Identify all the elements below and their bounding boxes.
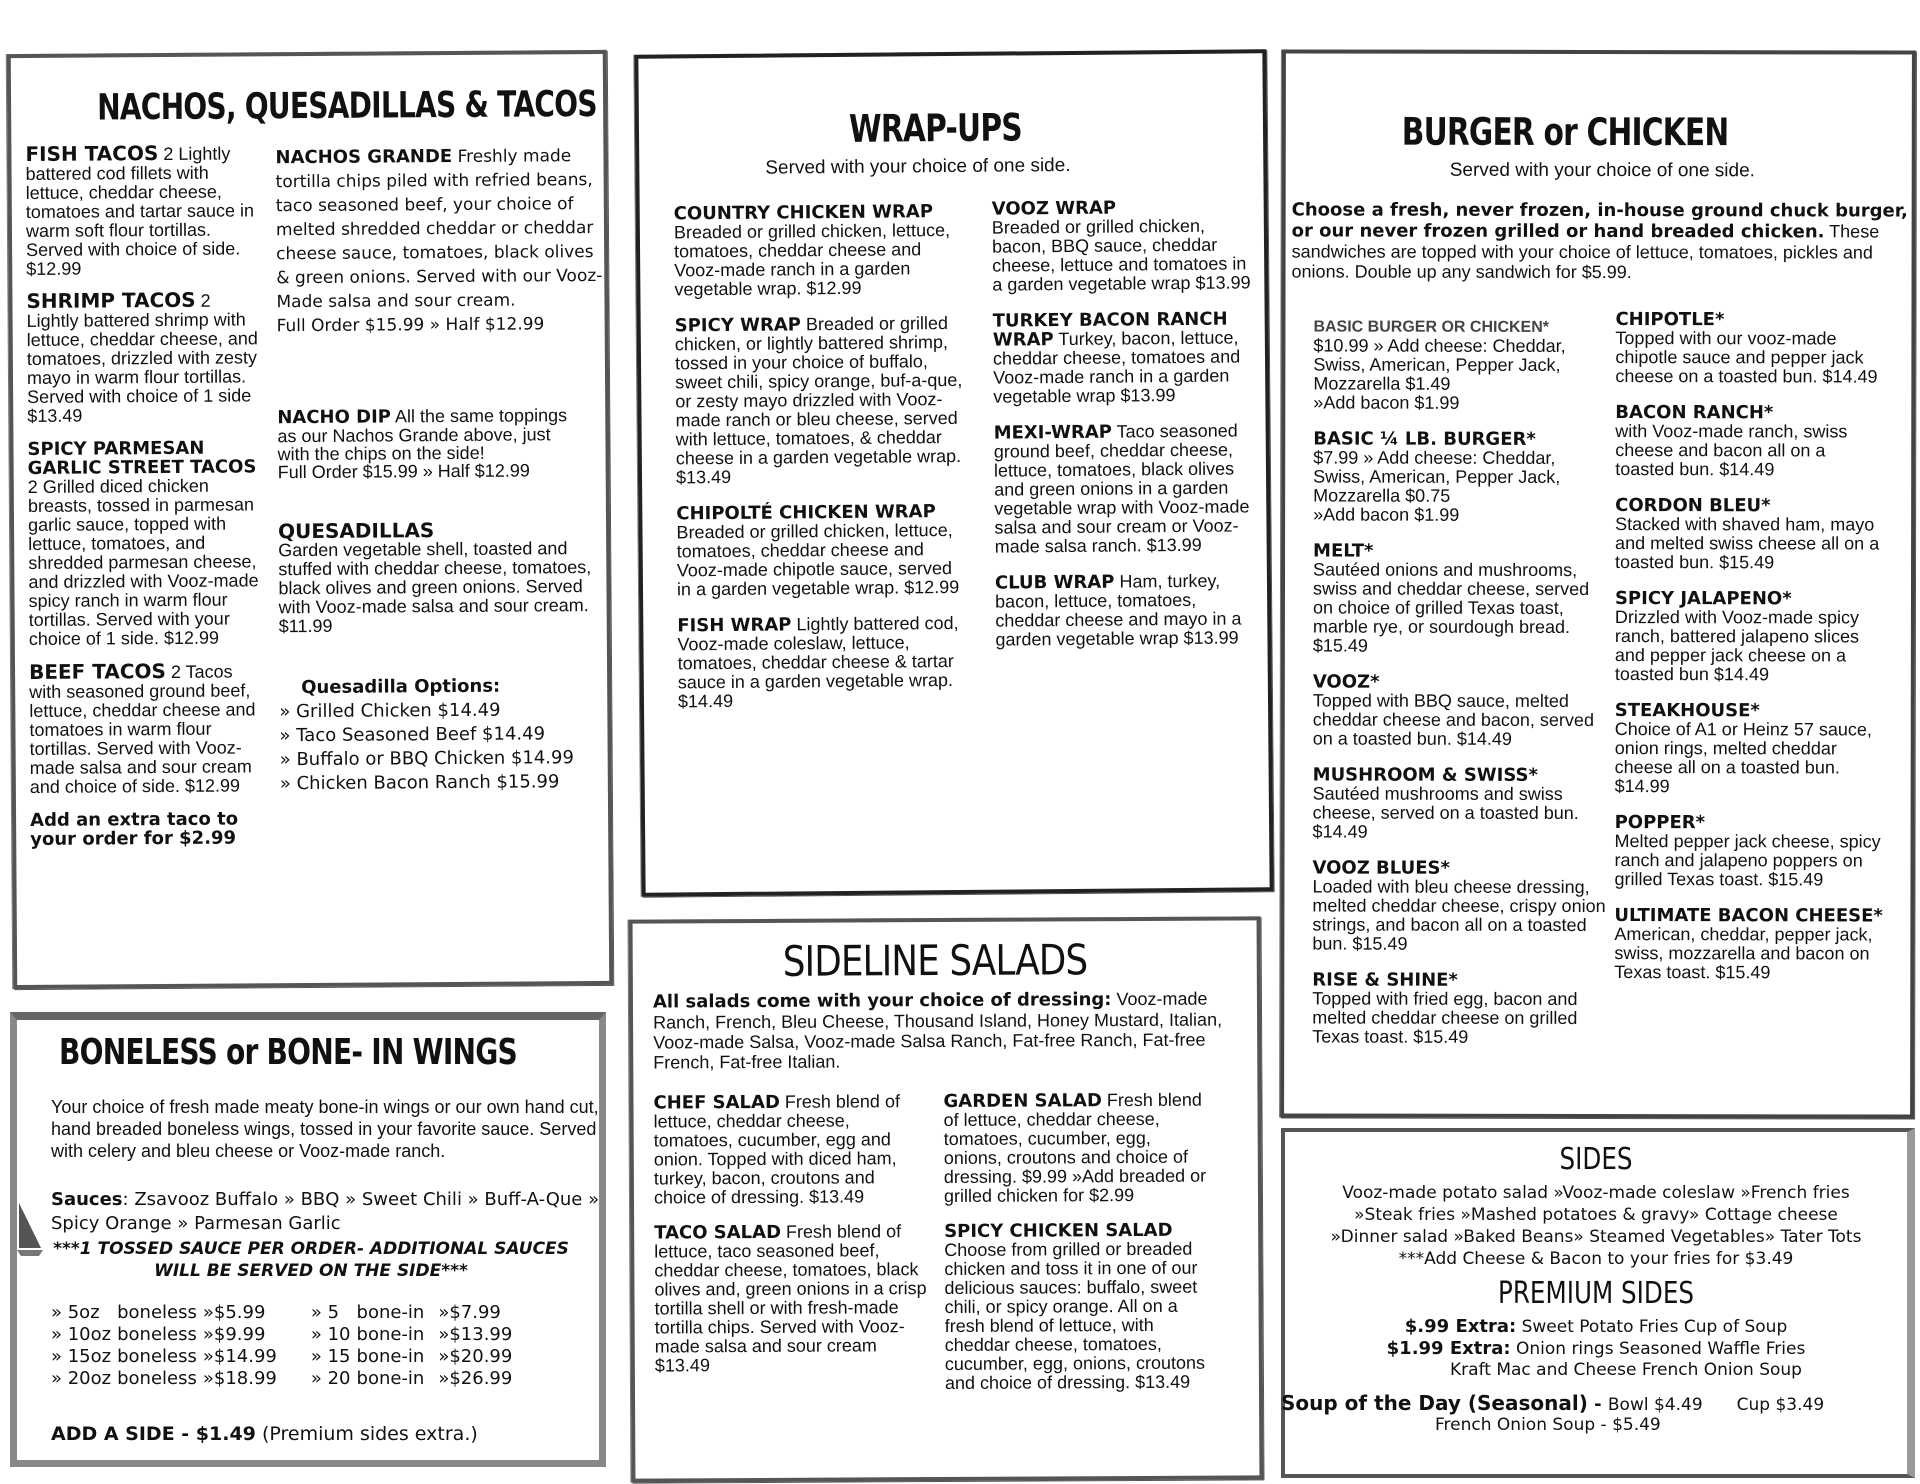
nacho-dip: NACHO DIP All the same toppings as our Nachos Grande above, just with the chips on the side! Full Order $15.99 » Half $12.99 xyxy=(277,405,568,483)
menu-item: BASIC BURGER OR CHICKEN* $10.99 » Add cheese: Cheddar, Swiss, American, Pepper Jack, Mozzarella $1.49 »Add bacon $1.99 xyxy=(1313,318,1566,413)
menu-item: CHIPOTLE* Topped with our vooz-made chipotle sauce and pepper jack cheese on a toasted bun. $14.49 xyxy=(1615,309,1878,387)
menu-item: MELT* Sautéed onions and mushrooms, swiss and cheddar cheese, served on choice of grilled Texas toast, marble rye, or sourdough bread. $15.49 xyxy=(1312,540,1590,656)
menu-item: SPICY WRAP Breaded or grilled chicken, or lightly battered shrimp, tossed in your choice of buffalo, sweet chili, spicy orange, buf-a-que, or zesty mayo drizzled with Vooz-made ranch or bleu cheese, served with lettuce, tomatoes, & cheddar cheese in a garden vegetable wrap. $13.49 xyxy=(674,313,963,488)
salads-right-column xyxy=(943,1091,1215,1393)
menu-item: TACO SALAD Fresh blend of lettuce, taco seasoned beef, cheddar cheese, tomatoes, black olives and, green onions in a crisp tortilla shell or with fresh-made tortilla chips. Served with Vooz-made salsa and sour cream $13.49 xyxy=(654,1221,927,1376)
menu-item: TURKEY BACON RANCH WRAP Turkey, bacon, lettuce, cheddar cheese, tomatoes and Vooz-made ranch in a garden vegetable wrap $13.99 xyxy=(992,308,1241,407)
menu-item: ULTIMATE BACON CHEESE* American, cheddar, pepper jack, swiss, mozzarella and bacon on Texas toast. $15.49 xyxy=(1614,905,1883,983)
sides-list: Vooz-made potato salad »Vooz-made coleslaw »French fries »Steak fries »Mashed potatoes & gravy» Cottage cheese »Dinner salad »Baked Beans» Steamed Vegetables» Tater Tots ***Add Cheese & Bacon to your fries for $3.49 xyxy=(1330,1183,1862,1269)
salads-title: SIDELINE SALADS xyxy=(782,935,1088,986)
menu-item: CHIPOLTÉ CHICKEN WRAP Breaded or grilled chicken, lettuce, tomatoes, cheddar cheese and Vooz-made chipotle sauce, served in a garden vegetable wrap. $12.99 xyxy=(676,501,960,600)
menu-item: VOOZ* Topped with BBQ sauce, melted cheddar cheese and bacon, served on a toasted bun. $14.49 xyxy=(1312,671,1594,749)
burger-right-column xyxy=(1614,310,1887,982)
nachos-panel xyxy=(7,50,614,989)
premium-sides-title: PREMIUM SIDES xyxy=(1498,1276,1694,1311)
wraps-title: WRAP-UPS xyxy=(848,105,1023,151)
wings-sauces: Sauces: Zsavooz Buffalo » BBQ » Sweet Chili » Buff-A-Que » Spicy Orange » Parmesan Garlic xyxy=(51,1189,600,1234)
burger-subtitle: Served with your choice of one side. xyxy=(1449,159,1755,182)
menu-item: CHEF SALAD Fresh blend of lettuce, cheddar cheese, tomatoes, cucumber, egg and onion. Topped with diced ham, turkey, bacon, croutons and choice of dressing. $13.49 xyxy=(653,1091,900,1208)
menu-item: SPICY PARMESAN GARLIC STREET TACOS 2 Grilled diced chicken breasts, tossed in parmesan garlic sauce, topped with lettuce, tomatoes, and shredded parmesan cheese, and drizzled with Vooz-made spicy ranch in warm flour tortillas. Served with your choice of 1 side. $12.99 xyxy=(27,437,259,649)
sides-panel xyxy=(1281,1128,1915,1478)
menu-item: GARDEN SALAD Fresh blend of lettuce, cheddar cheese, tomatoes, cucumber, egg, onions, croutons and choice of dressing. $9.99 »Add breaded or grilled chicken for $2.99 xyxy=(943,1089,1207,1207)
menu-item: BACON RANCH* with Vooz-made ranch, swiss cheese and bacon all on a toasted bun. $14.49 xyxy=(1615,402,1848,480)
wings-title: BONELESS or BONE- IN WINGS xyxy=(59,1032,517,1073)
nachos-left-column xyxy=(25,143,262,849)
table-row: » 10oz boneless »$9.99 » 10 bone-in »$13.99 xyxy=(51,1324,513,1345)
wings-panel xyxy=(10,1012,606,1467)
burger-panel xyxy=(1280,49,1916,1118)
table-row: » 20oz boneless »$18.99 » 20 bone-in »$26.99 xyxy=(51,1368,513,1389)
quesadilla-options: Quesadilla Options: » Grilled Chicken $14.49 » Taco Seasoned Beef $14.49 » Buffalo or BBQ Chicken $14.99 » Chicken Bacon Ranch $15.99 xyxy=(279,675,574,795)
menu-item: CLUB WRAP Ham, turkey, bacon, lettuce, tomatoes, cheddar cheese and mayo in a garden vegetable wrap $13.99 xyxy=(994,570,1242,650)
wraps-panel xyxy=(634,49,1273,896)
wings-price-table xyxy=(51,1302,518,1390)
burger-title: BURGER or CHICKEN xyxy=(1401,109,1729,155)
menu-item: RISE & SHINE* Topped with fried egg, bacon and melted cheddar cheese on grilled Texas toast. $15.49 xyxy=(1312,969,1578,1047)
quesadillas: QUESADILLAS Garden vegetable shell, toasted and stuffed with cheddar cheese, tomatoes, black olives and green onions. Served with Vooz-made salsa and sour cream. $11.99 xyxy=(277,518,592,637)
soup-of-the-day: Soup of the Day (Seasonal) - Bowl $4.49 Cup $3.49 xyxy=(1281,1391,1825,1415)
french-onion-soup: French Onion Soup - $5.49 xyxy=(1435,1415,1661,1435)
nachos-grande: NACHOS GRANDE Freshly made tortilla chips piled with refried beans, taco seasoned beef, your choice of melted shredded cheddar or cheddar cheese sauce, tomatoes, black olives & green onions. Served with our Vooz-Made salsa and sour cream. Full Order $15.99 » Half $12.99 xyxy=(275,145,603,337)
menu-item: CORDON BLEU* Stacked with shaved ham, mayo and melted swiss cheese all on a toasted bun. $15.49 xyxy=(1615,495,1880,573)
sauce-notice: ***1 TOSSED SAUCE PER ORDER- ADDITIONAL SAUCES WILL BE SERVED ON THE SIDE*** xyxy=(53,1239,569,1281)
menu-item: SHRIMP TACOS 2 Lightly battered shrimp with lettuce, cheddar cheese, and tomatoes, drizzled with zesty mayo in warm flour tortillas. Served with choice of 1 side $13.49 xyxy=(26,287,258,426)
wings-intro: Your choice of fresh made meaty bone-in wings or our own hand cut, hand breaded boneless wings, tossed in your favorite sauce. Served with celery and bleu cheese or Vooz-made ranch. xyxy=(51,1097,599,1161)
menu-item: BEEF TACOS 2 Tacos with seasoned ground beef, lettuce, cheddar cheese and tomatoes in warm flour tortillas. Served with Vooz-made salsa and sour cream and choice of side. $12.99 xyxy=(28,659,256,797)
burger-left-column xyxy=(1312,318,1611,1048)
menu-item: POPPER* Melted pepper jack cheese, spicy ranch and jalapeno poppers on grilled Texas toast. $15.49 xyxy=(1614,812,1881,890)
menu-item: VOOZ WRAP Breaded or grilled chicken, bacon, BBQ sauce, cheddar cheese, lettuce and tomatoes in a garden vegetable wrap $13.99 xyxy=(991,197,1251,295)
menu-item: MEXI-WRAP Taco seasoned ground beef, cheddar cheese, lettuce, tomatoes, black olives and green onions in a garden vegetable wrap with Vooz-made salsa and sour cream or Vooz-made salsa ranch. $13.99 xyxy=(993,420,1250,557)
salads-dressing: All salads come with your choice of dressing: Vooz-made Ranch, French, Bleu Cheese, Thousand Island, Honey Mustard, Italian, Vooz-made Salsa, Vooz-made Salsa Ranch, Fat-free Ranch, Fat-free French, Fat-free Italian. xyxy=(652,988,1223,1073)
nachos-title: NACHOS, QUESADILLAS & TACOS xyxy=(96,83,597,129)
salads-panel xyxy=(629,916,1264,1482)
table-row: » 5oz boneless »$5.99 » 5 bone-in »$7.99 xyxy=(51,1302,501,1323)
add-side: ADD A SIDE - $1.49 (Premium sides extra.) xyxy=(51,1423,478,1445)
salads-left-column xyxy=(653,1092,928,1375)
burger-intro: Choose a fresh, never frozen, in-house ground chuck burger, or our never frozen grilled or hand breaded chicken. These sandwiches are topped with your choice of lettuce, tomatoes, pickles and onions. Double up any sandwich for $5.99. xyxy=(1291,199,1908,283)
menu-item: COUNTRY CHICKEN WRAP Breaded or grilled chicken, lettuce, tomatoes, cheddar cheese and Vooz-made ranch in a garden vegetable wrap. $12.99 xyxy=(673,201,951,300)
sides-title: SIDES xyxy=(1559,1142,1633,1177)
wraps-left-column xyxy=(674,202,968,712)
wraps-right-column xyxy=(992,197,1258,649)
menu-item: MUSHROOM & SWISS* Sautéed mushrooms and swiss cheese, served on a toasted bun. $14.49 xyxy=(1312,764,1579,842)
wraps-subtitle: Served with your choice of one side. xyxy=(765,154,1071,179)
menu-item: STEAKHOUSE* Choice of A1 or Heinz 57 sauce, onion rings, melted cheddar cheese all on a toasted bun. $14.99 xyxy=(1614,700,1872,797)
premium-sides-list: $.99 Extra: Sweet Potato Fries Cup of Soup $1.99 Extra: Onion rings Seasoned Waffle Fries Kraft Mac and Cheese French Onion Soup xyxy=(1386,1316,1806,1380)
menu-item: FISH TACOS 2 Lightly battered cod fillets with lettuce, cheddar cheese, tomatoes and tartar sauce in warm soft flour tortillas. Served with choice of side. $12.99 xyxy=(25,141,255,279)
menu-item: SPICY JALAPENO* Drizzled with Vooz-made spicy ranch, battered jalapeno slices and pepper jack cheese on a toasted bun $14.49 xyxy=(1614,588,1860,685)
menu-item: VOOZ BLUES* Loaded with bleu cheese dressing, melted cheddar cheese, crispy onion strings, and bacon all on a toasted bun. $15.49 xyxy=(1312,857,1606,954)
menu-item: SPICY CHICKEN SALAD Choose from grilled or breaded chicken and toss it in one of our delicious sauces: buffalo, sweet chili, or spicy orange. All on a fresh blend of lettuce, with cheddar cheese, tomatoes, cucumber, egg, onions, croutons and choice of dressing. $13.49 xyxy=(944,1219,1206,1394)
menu-item: BASIC ¼ LB. BURGER* $7.99 » Add cheese: Cheddar, Swiss, American, Pepper Jack, Mozzarella $0.75 »Add bacon $1.99 xyxy=(1313,428,1561,525)
menu-item: FISH WRAP Lightly battered cod, Vooz-made coleslaw, lettuce, tomatoes, cheddar cheese & tartar sauce in a garden vegetable wrap. $14.49 xyxy=(677,612,959,712)
sailboat-icon xyxy=(15,1198,45,1258)
extra-taco-note: Add an extra taco to your order for $2.99 xyxy=(30,808,239,850)
table-row: » 15oz boneless »$14.99 » 15 bone-in »$20.99 xyxy=(51,1346,513,1367)
